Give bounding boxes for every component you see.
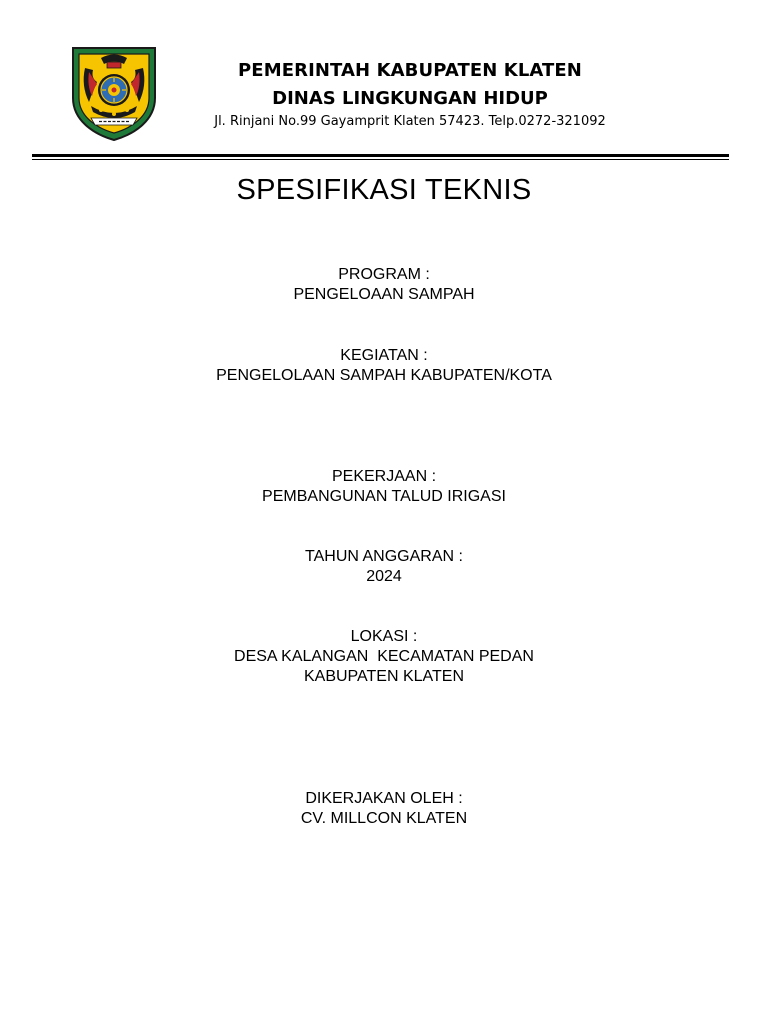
field-pekerjaan-label: PEKERJAAN : [331,468,437,485]
field-dikerjakan-oleh-label: DIKERJAKAN OLEH : [305,790,463,807]
field-program [0,265,768,305]
field-pekerjaan-value: PEMBANGUNAN TALUD IRIGASI [262,488,506,505]
letterhead-agency-name: PEMERINTAH KABUPATEN KLATEN [238,60,582,81]
regency-coat-of-arms-icon [71,46,157,142]
field-tahun-anggaran-label: TAHUN ANGGARAN : [305,548,463,565]
field-kegiatan [0,346,768,386]
field-dikerjakan-oleh [0,789,768,829]
field-program-value: PENGELOAAN SAMPAH [293,286,475,303]
field-lokasi-value-line2: KABUPATEN KLATEN [303,668,465,685]
letterhead-department-name: DINAS LINGKUNGAN HIDUP [272,88,548,109]
field-dikerjakan-oleh-value: CV. MILLCON KLATEN [300,810,468,827]
document-title: SPESIFIKASI TEKNIS [236,174,532,206]
letterhead-address: Jl. Rinjani No.99 Gayamprit Klaten 57423. Telp.0272-321092 [214,114,606,129]
field-lokasi-label: LOKASI : [350,628,418,645]
letterhead-divider-thick [32,154,729,157]
field-tahun-anggaran [0,547,768,587]
letterhead-divider-thin [32,159,729,160]
field-program-label: PROGRAM : [338,266,430,283]
field-pekerjaan [0,467,768,507]
field-kegiatan-label: KEGIATAN : [340,347,428,364]
field-lokasi [0,627,768,687]
field-lokasi-value-line1: DESA KALANGAN KECAMATAN PEDAN [234,648,534,665]
field-kegiatan-value: PENGELOLAAN SAMPAH KABUPATEN/KOTA [216,367,552,384]
field-tahun-anggaran-value: 2024 [366,568,402,585]
